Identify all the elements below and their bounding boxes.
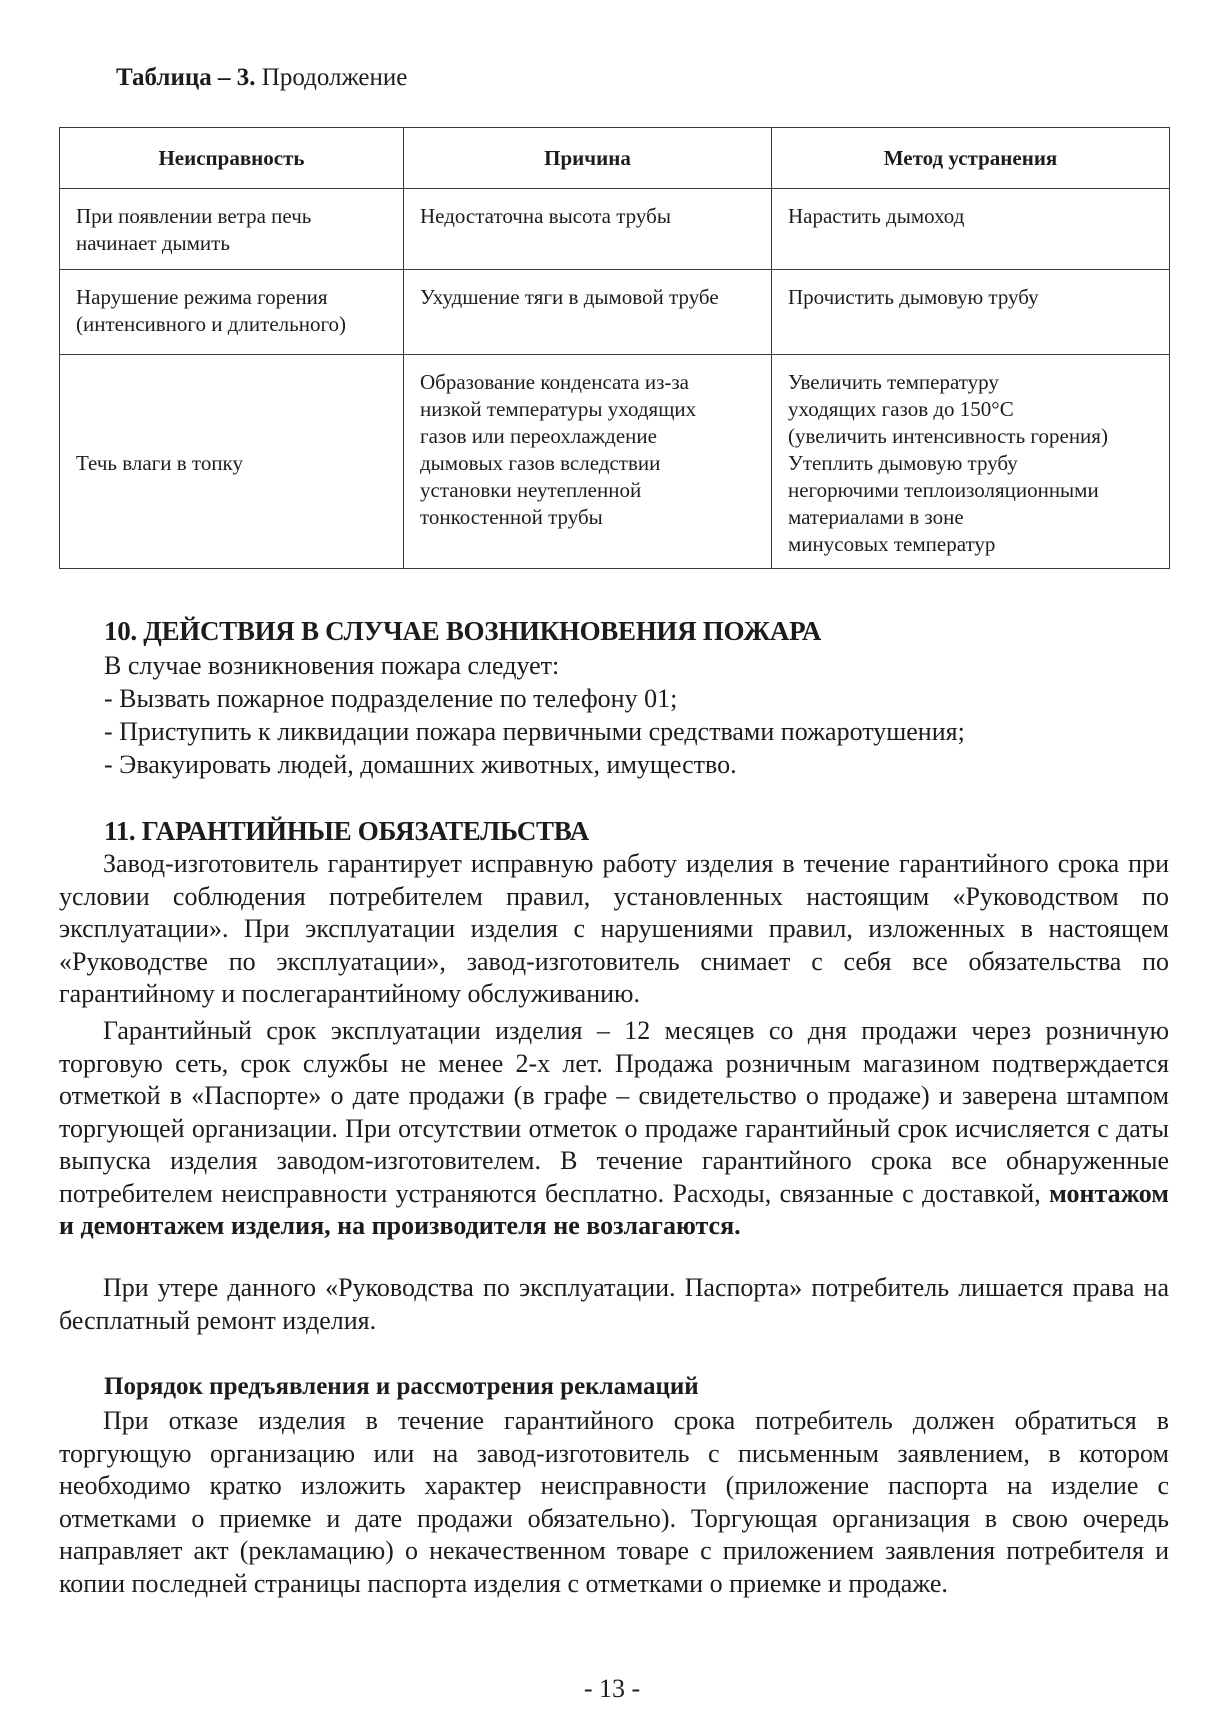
remedy-cell: Прочистить дымовую трубу — [772, 270, 1170, 355]
warranty-section-heading: 11. ГАРАНТИЙНЫЕ ОБЯЗАТЕЛЬСТВА — [104, 816, 589, 846]
cause-cell: Ухудшение тяги в дымовой трубе — [404, 270, 772, 355]
fire-instruction-line: В случае возникновения пожара следует: — [104, 651, 560, 680]
fire-instruction-line: - Приступить к ликвидации пожара первичными средствами пожаротушения; — [104, 717, 965, 746]
cause-cell: Образование конденсата из-за низкой температуры уходящих газов или переохлаждение дымовых газов вследствии установки неутепленной тонкостенной трубы — [404, 355, 772, 569]
remedy-cell: Нарастить дымоход — [772, 189, 1170, 270]
claims-subheading: Порядок предъявления и рассмотрения рекламаций — [104, 1373, 699, 1400]
warranty-paragraph: При утере данного «Руководства по эксплуатации. Паспорта» потребитель лишается права на бесплатный ремонт изделия. — [59, 1273, 1169, 1335]
warranty-paragraph: Завод-изготовитель гарантирует исправную работу изделия в течение гарантийного срока при условии соблюдения потребителем правил, установленных настоящим «Руководством по эксплуатации». При эксплуатации изделия с нарушениями правил, изложенных в настоящем «Руководстве по эксплуатации», завод-изготовитель снимает с себя все обязательства по гарантийному и послегарантийному обслуживанию. — [59, 849, 1169, 1008]
remedy-cell: Увеличить температуру уходящих газов до 150°С (увеличить интенсивность горения) Утеплить дымовую трубу негорючими теплоизоляционными материалами в зоне минусовых температур — [772, 355, 1170, 569]
table-row — [60, 355, 1170, 569]
header-cause: Причина — [404, 128, 772, 189]
warranty-paragraph — [59, 1015, 1169, 1243]
table-caption — [116, 64, 407, 92]
table-caption-continuation: Продолжение — [255, 64, 408, 91]
table-row — [60, 189, 1170, 270]
table-caption-label: Таблица – 3. — [116, 64, 256, 91]
warranty-paragraph-text: Гарантийный срок эксплуатации изделия – 12 месяцев со дня продажи через розничную торговую сеть, срок службы не менее 2-х лет. Продажа розничным магазином подтверждается отметкой в «Паспорте» о дате продажи (в графе – свидетельство о продаже) и заверена штампом торгующей организации. При отсутствии отметок о продаже гарантийный срок исчисляется с даты выпуска изделия заводом-изготовителем. В течение гарантийного срока все обнаруженные потребителем неисправности устраняются бесплатно. Расходы, связанные с доставкой, — [59, 1016, 1169, 1208]
cause-cell: Недостаточна высота трубы — [404, 189, 772, 270]
page-number: - 13 - — [583, 1674, 641, 1703]
claims-paragraph: При отказе изделия в течение гарантийного срока потребитель должен обратиться в торгующую организацию или на завод-изготовитель с письменным заявлением, в котором необходимо кратко изложить характер неисправности (приложение паспорта на изделие с отметками о приемке и дате продажи обязательно). Торгующая организация в свою очередь направляет акт (рекламацию) о некачественном товаре с приложением заявления потребителя и копии последней страницы паспорта изделия с отметками о приемке и продаже. — [59, 1406, 1169, 1598]
fault-cell: При появлении ветра печь начинает дымить — [60, 189, 404, 270]
troubleshooting-table — [59, 127, 1170, 569]
table-header-row — [60, 128, 1170, 189]
header-fault: Неисправность — [60, 128, 404, 189]
fault-cell: Нарушение режима горения (интенсивного и длительного) — [60, 270, 404, 355]
fire-instruction-line: - Вызвать пожарное подразделение по телефону 01; — [104, 684, 678, 713]
fire-instruction-line: - Эвакуировать людей, домашних животных, имущество. — [104, 750, 737, 779]
header-remedy: Метод устранения — [772, 128, 1170, 189]
fire-section-heading: 10. ДЕЙСТВИЯ В СЛУЧАЕ ВОЗНИКНОВЕНИЯ ПОЖАРА — [104, 616, 822, 646]
fault-cell: Течь влаги в топку — [60, 355, 404, 569]
table-row — [60, 270, 1170, 355]
warranty-paragraph-bold-text: монтажом и демонтажем изделия, на производителя не возлагаются. — [59, 1178, 1169, 1240]
